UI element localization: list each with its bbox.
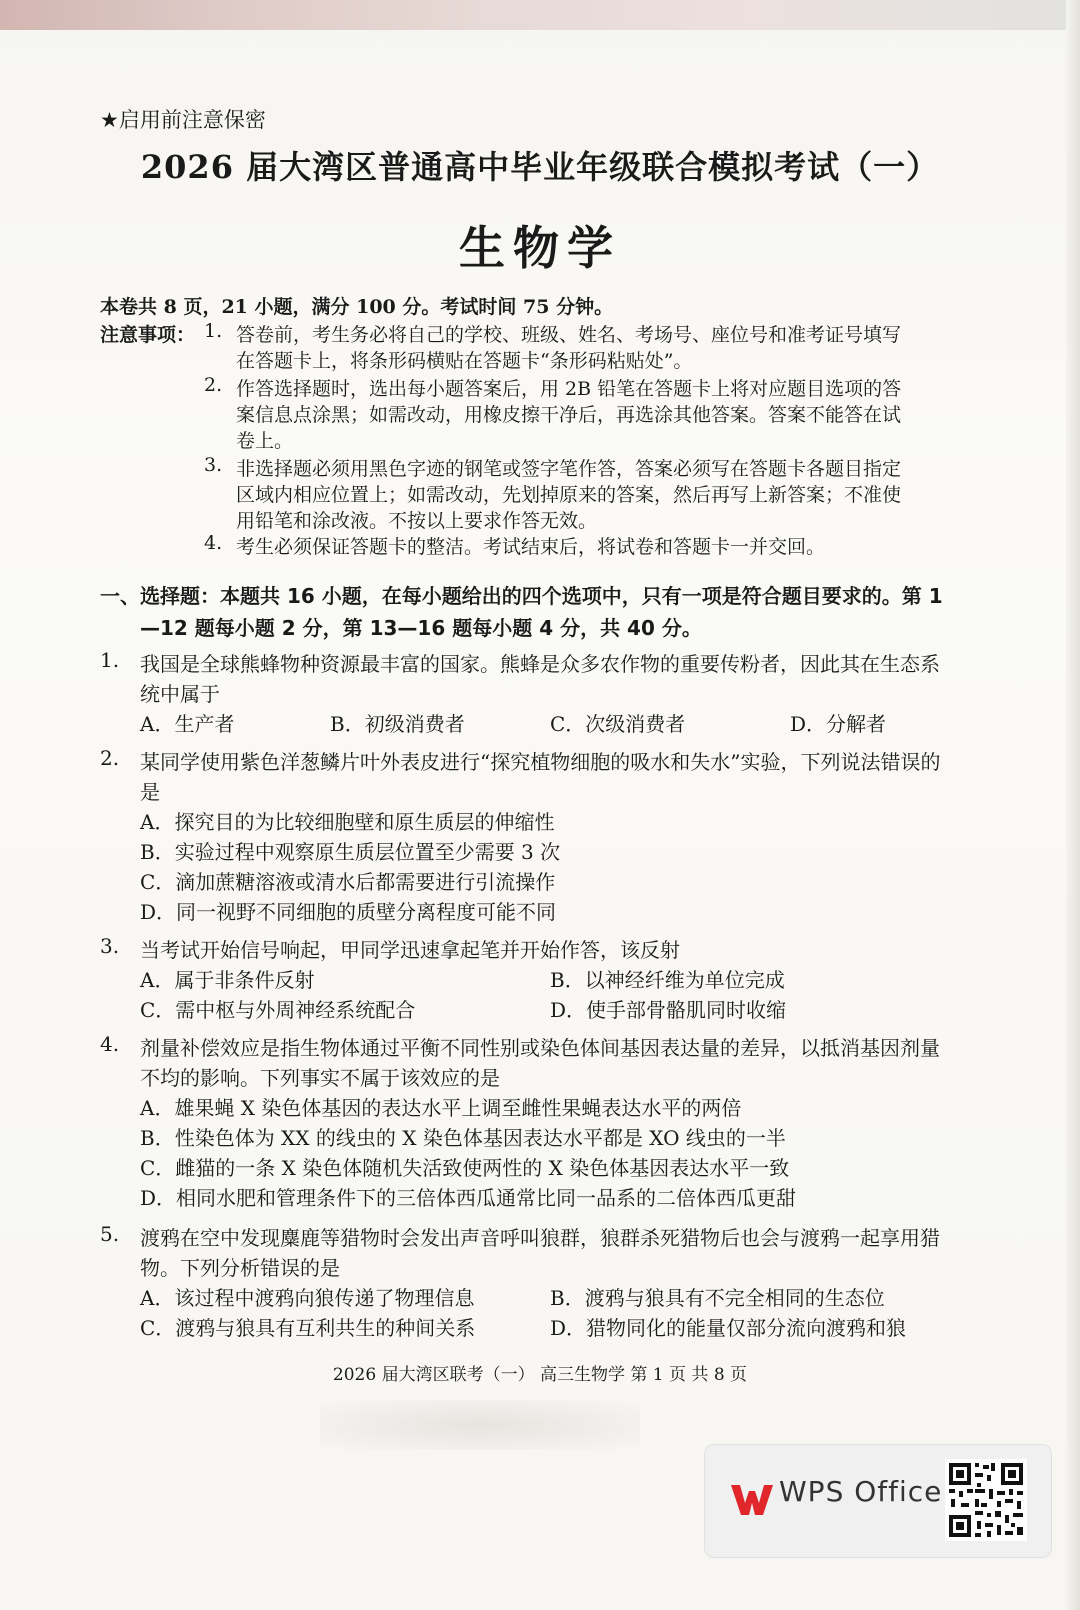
option-c: C．需中枢与外周神经系统配合 <box>140 998 416 1022</box>
wps-watermark <box>704 1444 1052 1558</box>
option-c: C．滴加蔗糖溶液或清水后都需要进行引流操作 <box>140 870 556 894</box>
section-heading-line-1: 一、选择题：本题共 16 小题，在每小题给出的四个选项中，只有一项是符合题目要求的。第 1 <box>100 584 943 608</box>
notice-line: 用铅笔和涂改液。不按以上要求作答无效。 <box>236 510 598 532</box>
notice-line: 答卷前，考生务必将自己的学校、班级、姓名、考场号、座位号和准考证号填写 <box>236 324 902 346</box>
option-d: D．使手部骨骼肌同时收缩 <box>550 998 787 1022</box>
question-number: 3. <box>100 934 120 958</box>
subject-title: 生物学 <box>459 221 621 275</box>
question-text: 渡鸦在空中发现麋鹿等猎物时会发出声音呼叫狼群，狼群杀死猎物后也会与渡鸦一起享用猎 <box>140 1226 940 1250</box>
notice-number: 2. <box>204 374 223 396</box>
option-c: C．渡鸦与狼具有互利共生的种间关系 <box>140 1316 476 1340</box>
confidential-label: ★启用前注意保密 <box>100 108 266 132</box>
notice-label: 注意事项： <box>100 324 196 346</box>
option-a: A．该过程中渡鸦向狼传递了物理信息 <box>140 1286 475 1310</box>
wps-logo-icon <box>729 1477 775 1523</box>
option-c: C．雌猫的一条 X 染色体随机失活致使两性的 X 染色体基因表达水平一致 <box>140 1156 790 1180</box>
wps-brand-text: WPS Office <box>779 1475 943 1508</box>
option-a: A．探究目的为比较细胞壁和原生质层的伸缩性 <box>140 810 555 834</box>
notice-line: 案信息点涂黑；如需改动，用橡皮擦干净后，再选涂其他答案。答案不能答在试 <box>236 404 902 426</box>
option-d: D．同一视野不同细胞的质壁分离程度可能不同 <box>140 900 557 924</box>
question-text: 我国是全球熊蜂物种资源最丰富的国家。熊蜂是众多农作物的重要传粉者，因此其在生态系 <box>140 652 940 676</box>
section-heading-line-2: —12 题每小题 2 分，第 13—16 题每小题 4 分，共 40 分。 <box>140 616 702 640</box>
paper-edge-stain <box>0 0 1080 30</box>
question-text: 是 <box>140 780 160 804</box>
exam-title: 2026 届大湾区普通高中毕业年级联合模拟考试（一） <box>140 148 940 186</box>
question-text: 某同学使用紫色洋葱鳞片叶外表皮进行“探究植物细胞的吸水和失水”实验，下列说法错误的 <box>140 750 941 774</box>
option-a: A．生产者 <box>140 712 235 736</box>
option-a: A．属于非条件反射 <box>140 968 315 992</box>
notice-line: 在答题卡上，将条形码横贴在答题卡“条形码粘贴处”。 <box>236 350 693 372</box>
question-text: 物。下列分析错误的是 <box>140 1256 340 1280</box>
notice-number: 3. <box>204 454 223 476</box>
exam-intro: 本卷共 8 页，21 小题，满分 100 分。考试时间 75 分钟。 <box>100 296 614 318</box>
question-text: 不均的影响。下列事实不属于该效应的是 <box>140 1066 500 1090</box>
notice-line: 非选择题必须用黑色字迹的钢笔或签字笔作答，答案必须写在答题卡各题目指定 <box>236 458 902 480</box>
paper-smudge <box>320 1400 640 1450</box>
option-b: B．以神经纤维为单位完成 <box>550 968 785 992</box>
notice-line: 作答选择题时，选出每小题答案后，用 2B 铅笔在答题卡上将对应题目选项的答 <box>236 378 902 400</box>
notice-line: 区域内相应位置上；如需改动，先划掉原来的答案，然后再写上新答案；不准使 <box>236 484 902 506</box>
option-b: B．实验过程中观察原生质层位置至少需要 3 次 <box>140 840 561 864</box>
question-text: 统中属于 <box>140 682 220 706</box>
page-footer: 2026 届大湾区联考（一） 高三生物学 第 1 页 共 8 页 <box>332 1365 748 1385</box>
option-b: B．渡鸦与狼具有不完全相同的生态位 <box>550 1286 885 1310</box>
option-d: D．相同水肥和管理条件下的三倍体西瓜通常比同一品系的二倍体西瓜更甜 <box>140 1186 797 1210</box>
question-number: 2. <box>100 746 120 770</box>
question-text: 当考试开始信号响起，甲同学迅速拿起笔并开始作答，该反射 <box>140 938 680 962</box>
notice-number: 4. <box>204 532 223 554</box>
option-a: A．雄果蝇 X 染色体基因的表达水平上调至雌性果蝇表达水平的两倍 <box>140 1096 742 1120</box>
question-number: 4. <box>100 1032 120 1056</box>
question-text: 剂量补偿效应是指生物体通过平衡不同性别或染色体间基因表达量的差异，以抵消基因剂量 <box>140 1036 940 1060</box>
notice-number: 1. <box>204 320 223 342</box>
option-b: B．性染色体为 XX 的线虫的 X 染色体基因表达水平都是 XO 线虫的一半 <box>140 1126 786 1150</box>
notice-line: 考生必须保证答题卡的整洁。考试结束后，将试卷和答题卡一并交回。 <box>236 536 826 558</box>
question-number: 5. <box>100 1222 120 1246</box>
option-d: D．分解者 <box>790 712 887 736</box>
option-b: B．初级消费者 <box>330 712 465 736</box>
option-d: D．猎物同化的能量仅部分流向渡鸦和狼 <box>550 1316 907 1340</box>
option-c: C．次级消费者 <box>550 712 686 736</box>
qr-code-icon[interactable] <box>945 1459 1027 1541</box>
question-number: 1. <box>100 648 120 672</box>
notice-line: 卷上。 <box>236 430 294 452</box>
